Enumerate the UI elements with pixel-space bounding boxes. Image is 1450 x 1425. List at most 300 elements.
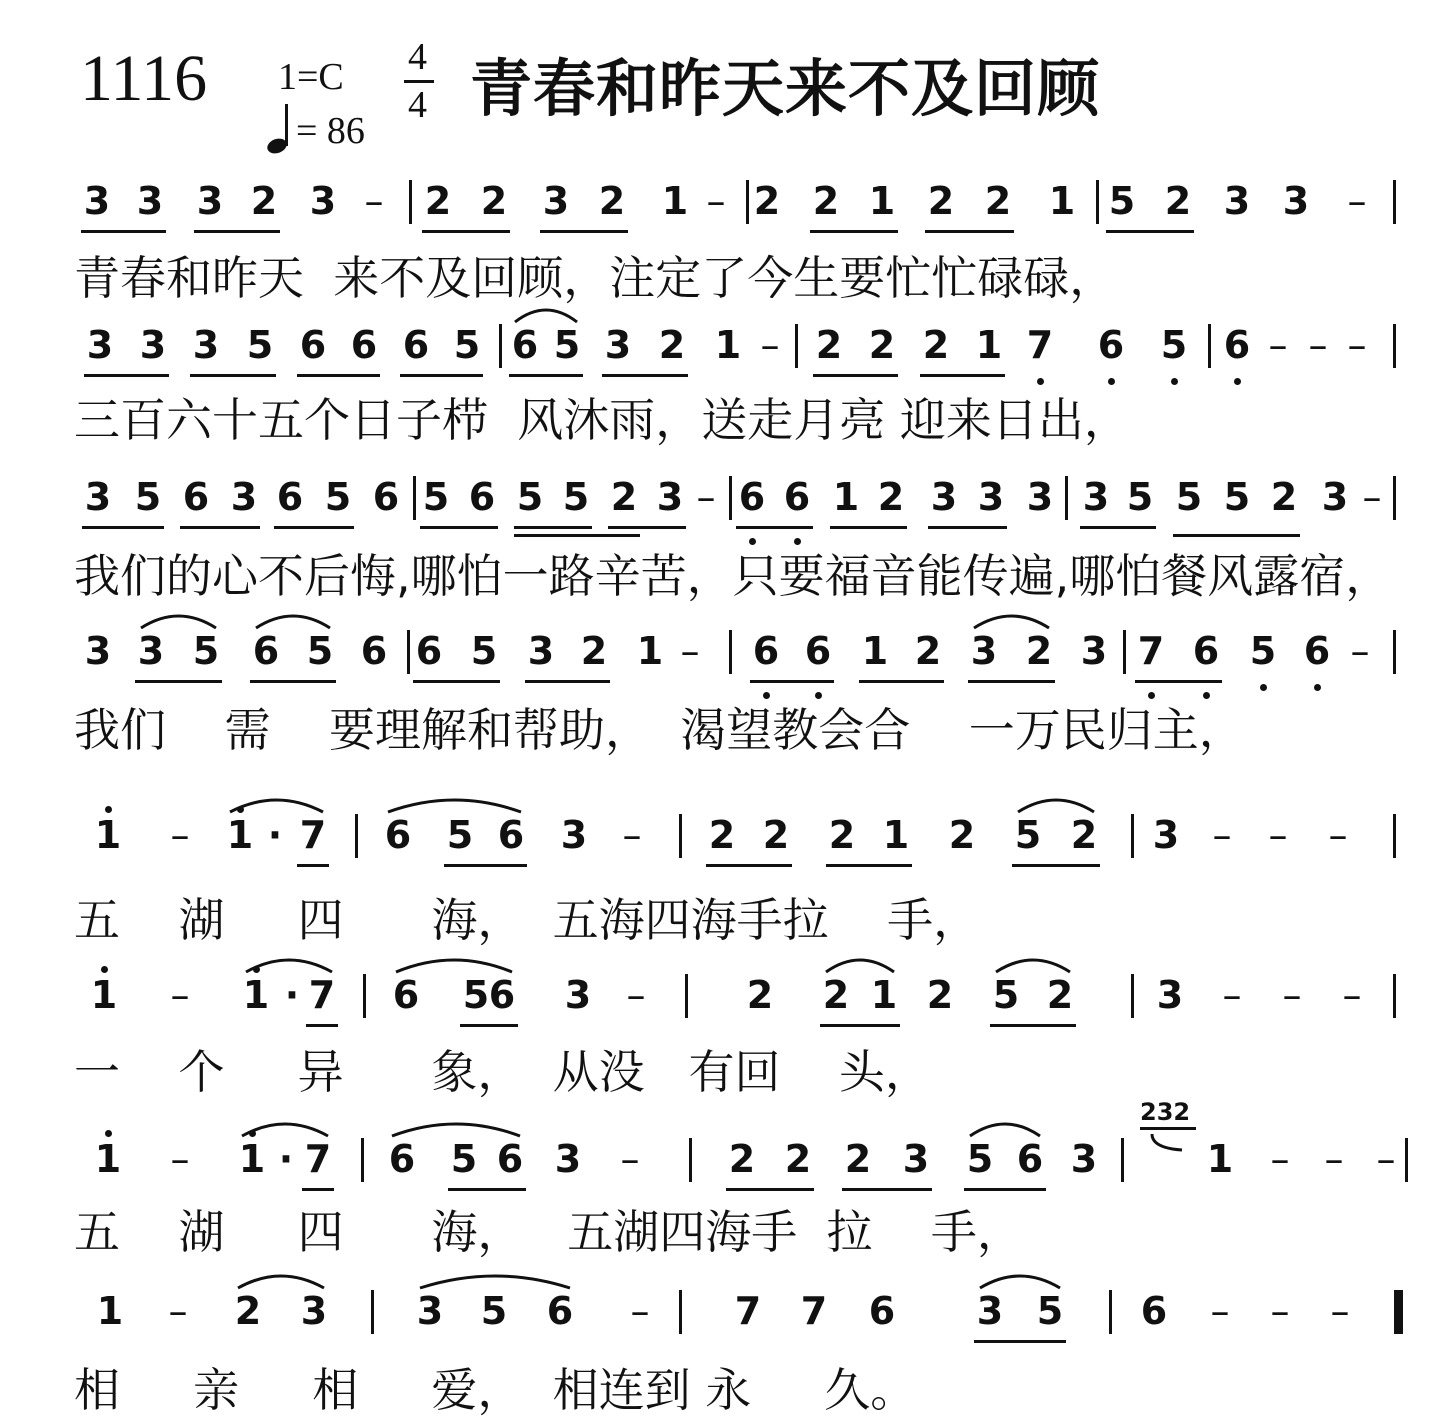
beam-underline xyxy=(250,680,336,683)
beam-underline xyxy=(750,680,834,683)
beam-underline xyxy=(608,526,686,529)
note: 2 xyxy=(1070,813,1098,857)
note: 1 xyxy=(1048,179,1076,223)
extension-dash: – xyxy=(706,179,726,223)
barline xyxy=(1065,476,1068,520)
slur-arc-icon xyxy=(390,1118,522,1138)
note: 5 xyxy=(516,475,544,519)
lyric-line: 五 湖 四 海， 五海四海手拉 手， xyxy=(74,893,980,947)
barline xyxy=(1109,1290,1112,1334)
note: 2 xyxy=(580,629,608,673)
note: 1 xyxy=(975,323,1003,367)
dotted-note-mark: · xyxy=(267,813,283,857)
beam-underline-double xyxy=(514,534,640,537)
beam-underline xyxy=(1106,230,1194,233)
extension-dash: – xyxy=(364,179,384,223)
barline xyxy=(409,180,412,224)
barline xyxy=(1096,180,1099,224)
extension-dash: – xyxy=(1210,1289,1230,1333)
note: 3 xyxy=(976,1289,1004,1333)
extension-dash: – xyxy=(1268,323,1288,367)
beam-underline xyxy=(135,680,222,683)
note: 1 xyxy=(832,475,860,519)
note: 3 xyxy=(977,475,1005,519)
note: 5 xyxy=(470,629,498,673)
slur-arc-icon xyxy=(240,1118,330,1138)
slur-arc-icon xyxy=(244,954,334,974)
beam-underline xyxy=(81,230,166,233)
beam-underline-double xyxy=(1173,534,1300,537)
note: 5 xyxy=(324,475,352,519)
octave-dot-below xyxy=(815,692,822,699)
extension-dash: – xyxy=(1347,323,1367,367)
note: 6 xyxy=(388,1137,416,1181)
note: 6 xyxy=(350,323,378,367)
note: 3 xyxy=(1080,629,1108,673)
note: 5 xyxy=(1108,179,1136,223)
slur-arc-icon xyxy=(254,610,332,630)
octave-dot-below xyxy=(1314,684,1321,691)
note: 6 xyxy=(252,629,280,673)
note: 3 xyxy=(902,1137,930,1181)
extension-dash: – xyxy=(626,973,646,1017)
octave-dot-below xyxy=(1148,692,1155,699)
note: 2 xyxy=(914,629,942,673)
octave-dot-below xyxy=(1108,378,1115,385)
octave-dot-below xyxy=(1234,378,1241,385)
barline xyxy=(1393,630,1396,674)
note: 6 xyxy=(738,475,766,519)
note: 1 xyxy=(94,1137,122,1181)
extension-dash: – xyxy=(1222,973,1242,1017)
beam-underline xyxy=(297,864,329,867)
note: 2 xyxy=(828,813,856,857)
beam-underline xyxy=(444,864,527,867)
note: 3 xyxy=(84,475,112,519)
extension-dash: – xyxy=(1282,973,1302,1017)
grace-note-hook-icon xyxy=(1148,1132,1188,1154)
beam-underline xyxy=(413,680,500,683)
octave-dot-below xyxy=(1203,692,1210,699)
note: 3 xyxy=(139,323,167,367)
extension-dash: – xyxy=(1328,813,1348,857)
note: 6 xyxy=(360,629,388,673)
barline xyxy=(1393,180,1396,224)
barline xyxy=(371,1290,374,1334)
barline xyxy=(363,974,366,1018)
extension-dash: – xyxy=(1347,179,1367,223)
note: 6 xyxy=(468,475,496,519)
note: 2 xyxy=(984,179,1012,223)
note: 3 xyxy=(309,179,337,223)
note: 1 xyxy=(882,813,910,857)
note: 5 xyxy=(450,1137,478,1181)
beam-underline xyxy=(736,526,813,529)
note: 2 xyxy=(1046,973,1074,1017)
barline xyxy=(1121,1138,1124,1182)
barline xyxy=(685,974,688,1018)
slur-arc-icon xyxy=(994,954,1072,974)
note: 2 xyxy=(877,475,905,519)
note: 1 xyxy=(90,973,118,1017)
note: 6 xyxy=(1016,1137,1044,1181)
beam-underline xyxy=(274,526,354,529)
barline xyxy=(1131,974,1134,1018)
note: 5 xyxy=(992,973,1020,1017)
note: 2 xyxy=(1025,629,1053,673)
slur-arc-icon xyxy=(513,304,579,324)
note: 2 xyxy=(598,179,626,223)
note: 2 xyxy=(250,179,278,223)
note: 1 xyxy=(636,629,664,673)
note: 3 xyxy=(1026,475,1054,519)
note: 6 xyxy=(511,323,539,367)
octave-dot-below xyxy=(1171,378,1178,385)
grace-underline xyxy=(1140,1127,1196,1130)
note: 5 xyxy=(1223,475,1251,519)
note: 5 xyxy=(422,475,450,519)
note: 2 xyxy=(948,813,976,857)
note: 7 xyxy=(1026,323,1054,367)
note: 6 xyxy=(392,973,420,1017)
lyric-line: 青春和昨天 来不及回顾，注定了今生要忙忙碌碌， xyxy=(74,251,1116,305)
note: 5 xyxy=(246,323,274,367)
note: 1 xyxy=(94,813,122,857)
note: 6 xyxy=(1140,1289,1168,1333)
beam-underline xyxy=(400,374,483,377)
note: 7 xyxy=(299,813,327,857)
barline xyxy=(1208,324,1211,368)
octave-dot-above xyxy=(101,966,108,973)
note: 2 xyxy=(822,973,850,1017)
note-line xyxy=(0,812,1450,898)
quarter-note-icon xyxy=(266,100,296,156)
note: 2 xyxy=(762,813,790,857)
octave-dot-below xyxy=(1260,684,1267,691)
beam-underline xyxy=(968,680,1055,683)
beam-underline xyxy=(830,526,907,529)
time-signature-top: 4 xyxy=(408,36,427,78)
note: 6 xyxy=(415,629,443,673)
barline xyxy=(1393,814,1396,858)
beam-underline xyxy=(820,1024,900,1027)
note: 5 xyxy=(1126,475,1154,519)
beam-underline xyxy=(540,230,628,233)
note: 5 xyxy=(1249,629,1277,673)
beam-underline xyxy=(514,526,592,529)
note: 3 xyxy=(656,475,684,519)
note: 5 xyxy=(462,973,490,1017)
note: 6 xyxy=(497,813,525,857)
beam-underline xyxy=(826,864,912,867)
extension-dash: – xyxy=(1350,629,1370,673)
beam-underline xyxy=(842,1188,932,1191)
barline xyxy=(361,1138,364,1182)
extension-dash: – xyxy=(1362,475,1382,519)
note: 3 xyxy=(230,475,258,519)
slur-arc-icon xyxy=(228,794,325,814)
note: 7 xyxy=(308,973,336,1017)
key-signature: 1=C xyxy=(278,56,344,98)
note: 1 xyxy=(661,179,689,223)
barline xyxy=(499,324,502,368)
barline xyxy=(679,814,682,858)
note: 2 xyxy=(424,179,452,223)
note: 1 xyxy=(242,973,270,1017)
lyric-line: 相 亲 相 爱， 相连到 永 久。 xyxy=(74,1363,917,1417)
note: 2 xyxy=(480,179,508,223)
barline xyxy=(355,814,358,858)
lyric-line: 五 湖 四 海， 五湖四海手 拉 手， xyxy=(74,1205,1023,1259)
beam-underline xyxy=(859,680,944,683)
note: 1 xyxy=(96,1289,124,1333)
slur-arc-icon xyxy=(394,954,514,974)
note: 2 xyxy=(815,323,843,367)
note: 3 xyxy=(416,1289,444,1333)
beam-underline xyxy=(925,230,1014,233)
note: 3 xyxy=(300,1289,328,1333)
note: 2 xyxy=(922,323,950,367)
note: 5 xyxy=(553,323,581,367)
barline xyxy=(1393,324,1396,368)
extension-dash: – xyxy=(760,323,780,367)
barline xyxy=(729,476,732,520)
barline xyxy=(729,630,732,674)
note: 2 xyxy=(728,1137,756,1181)
note: 5 xyxy=(1175,475,1203,519)
note: 3 xyxy=(84,629,112,673)
slur-arc-icon xyxy=(386,794,523,814)
note: 5 xyxy=(562,475,590,519)
beam-underline xyxy=(964,1188,1046,1191)
note: 2 xyxy=(610,475,638,519)
beam-underline xyxy=(813,374,898,377)
lyric-line: 我们的心不后悔,哪怕一路辛苦，只要福音能传遍,哪怕餐风露宿， xyxy=(74,549,1392,603)
tempo-marking: = 86 xyxy=(296,110,365,152)
slur-arc-icon xyxy=(236,1270,326,1290)
note: 6 xyxy=(546,1289,574,1333)
final-barline xyxy=(1394,1290,1403,1334)
note: 1 xyxy=(226,813,254,857)
beam-underline xyxy=(302,1188,334,1191)
note: 3 xyxy=(527,629,555,673)
note: 6 xyxy=(488,973,516,1017)
octave-dot-below xyxy=(1037,378,1044,385)
note: 3 xyxy=(564,973,592,1017)
note: 1 xyxy=(861,629,889,673)
note: 6 xyxy=(299,323,327,367)
note: 1 xyxy=(868,179,896,223)
beam-underline xyxy=(297,374,380,377)
note: 6 xyxy=(372,475,400,519)
slur-arc-icon xyxy=(139,610,218,630)
grace-note: 232 xyxy=(1140,1098,1191,1126)
note: 2 xyxy=(784,1137,812,1181)
extension-dash: – xyxy=(1268,813,1288,857)
note: 6 xyxy=(182,475,210,519)
barline xyxy=(679,1290,682,1334)
octave-dot-above xyxy=(105,806,112,813)
note: 7 xyxy=(1137,629,1165,673)
note: 2 xyxy=(844,1137,872,1181)
note: 2 xyxy=(746,973,774,1017)
barline xyxy=(1123,630,1126,674)
beam-underline xyxy=(920,374,1005,377)
note: 2 xyxy=(708,813,736,857)
extension-dash: – xyxy=(1270,1137,1290,1181)
note: 3 xyxy=(970,629,998,673)
slur-arc-icon xyxy=(978,1270,1062,1290)
barline xyxy=(407,630,410,674)
note: 5 xyxy=(134,475,162,519)
note: 6 xyxy=(783,475,811,519)
octave-dot-below xyxy=(794,538,801,545)
note: 3 xyxy=(136,179,164,223)
beam-underline xyxy=(706,864,792,867)
note: 6 xyxy=(1223,323,1251,367)
lyric-line: 一 个 异 象， 从没 有回 头， xyxy=(74,1045,931,1099)
extension-dash: – xyxy=(1376,1137,1396,1181)
note: 5 xyxy=(306,629,334,673)
song-number: 1116 xyxy=(80,42,208,115)
beam-underline xyxy=(180,526,260,529)
note: 3 xyxy=(137,629,165,673)
beam-underline xyxy=(726,1188,814,1191)
note: 3 xyxy=(542,179,570,223)
extension-dash: – xyxy=(1270,1289,1290,1333)
song-title: 青春和昨天来不及回顾 xyxy=(470,52,1101,125)
beam-underline xyxy=(974,1340,1066,1343)
time-signature-bottom: 4 xyxy=(408,84,427,126)
slur-arc-icon xyxy=(972,610,1051,630)
barline xyxy=(746,180,749,224)
dotted-note-mark: · xyxy=(284,973,300,1017)
lyric-line: 三百六十五个日子栉 风沐雨，送走月亮 迎来日出， xyxy=(74,393,1130,447)
extension-dash: – xyxy=(1308,323,1328,367)
note: 3 xyxy=(560,813,588,857)
beam-underline xyxy=(422,230,510,233)
note: 3 xyxy=(86,323,114,367)
note: 6 xyxy=(402,323,430,367)
note: 3 xyxy=(554,1137,582,1181)
note: 2 xyxy=(868,323,896,367)
note: 6 xyxy=(384,813,412,857)
beam-underline xyxy=(1012,864,1100,867)
beam-underline xyxy=(306,1024,338,1027)
beam-underline xyxy=(990,1024,1076,1027)
beam-underline xyxy=(1135,680,1222,683)
beam-underline xyxy=(82,526,164,529)
note: 2 xyxy=(927,179,955,223)
beam-underline xyxy=(928,526,1007,529)
note: 2 xyxy=(812,179,840,223)
note: 3 xyxy=(1156,973,1184,1017)
note: 2 xyxy=(1164,179,1192,223)
note: 5 xyxy=(446,813,474,857)
note: 5 xyxy=(966,1137,994,1181)
beam-underline xyxy=(190,374,276,377)
note: 5 xyxy=(1014,813,1042,857)
note: 3 xyxy=(1321,475,1349,519)
barline xyxy=(795,324,798,368)
extension-dash: – xyxy=(680,629,700,673)
beam-underline xyxy=(448,1188,526,1191)
note: 3 xyxy=(1070,1137,1098,1181)
note: 5 xyxy=(1036,1289,1064,1333)
barline xyxy=(689,1138,692,1182)
octave-dot-below xyxy=(763,692,770,699)
note: 2 xyxy=(1270,475,1298,519)
beam-underline xyxy=(84,374,169,377)
note: 6 xyxy=(752,629,780,673)
note: 6 xyxy=(868,1289,896,1333)
note: 3 xyxy=(1082,475,1110,519)
beam-underline xyxy=(420,526,498,529)
note: 3 xyxy=(930,475,958,519)
extension-dash: – xyxy=(170,813,190,857)
note: 5 xyxy=(453,323,481,367)
extension-dash: – xyxy=(1330,1289,1350,1333)
beam-underline xyxy=(810,230,898,233)
barline xyxy=(1405,1138,1408,1182)
note: 6 xyxy=(496,1137,524,1181)
note: 5 xyxy=(480,1289,508,1333)
octave-dot-above xyxy=(105,1130,112,1137)
note: 1 xyxy=(714,323,742,367)
note: 1 xyxy=(870,973,898,1017)
barline xyxy=(1393,476,1396,520)
note: 5 xyxy=(192,629,220,673)
octave-dot-below xyxy=(749,538,756,545)
beam-underline xyxy=(1080,526,1156,529)
extension-dash: – xyxy=(620,1137,640,1181)
note: 7 xyxy=(800,1289,828,1333)
note: 3 xyxy=(604,323,632,367)
extension-dash: – xyxy=(170,1137,190,1181)
beam-underline xyxy=(194,230,280,233)
beam-underline xyxy=(509,374,583,377)
slur-arc-icon xyxy=(968,1118,1042,1138)
beam-underline xyxy=(525,680,610,683)
note: 6 xyxy=(276,475,304,519)
note: 3 xyxy=(196,179,224,223)
time-signature-divider xyxy=(404,80,434,83)
extension-dash: – xyxy=(622,813,642,857)
barline xyxy=(413,476,416,520)
note: 6 xyxy=(804,629,832,673)
slur-arc-icon xyxy=(418,1270,572,1290)
note: 3 xyxy=(192,323,220,367)
note: 2 xyxy=(658,323,686,367)
note: 7 xyxy=(734,1289,762,1333)
note: 6 xyxy=(1097,323,1125,367)
extension-dash: – xyxy=(630,1289,650,1333)
extension-dash: – xyxy=(696,475,716,519)
beam-underline xyxy=(460,1024,518,1027)
beam-underline xyxy=(602,374,688,377)
slur-arc-icon xyxy=(824,954,896,974)
note: 3 xyxy=(1223,179,1251,223)
extension-dash: – xyxy=(1212,813,1232,857)
slur-arc-icon xyxy=(1016,794,1096,814)
note: 3 xyxy=(1282,179,1310,223)
note: 3 xyxy=(1152,813,1180,857)
extension-dash: – xyxy=(170,973,190,1017)
barline xyxy=(1131,814,1134,858)
extension-dash: – xyxy=(1324,1137,1344,1181)
extension-dash: – xyxy=(1342,973,1362,1017)
lyric-line: 我们 需 要理解和帮助， 渴望教会合 一万民归主， xyxy=(74,703,1245,757)
